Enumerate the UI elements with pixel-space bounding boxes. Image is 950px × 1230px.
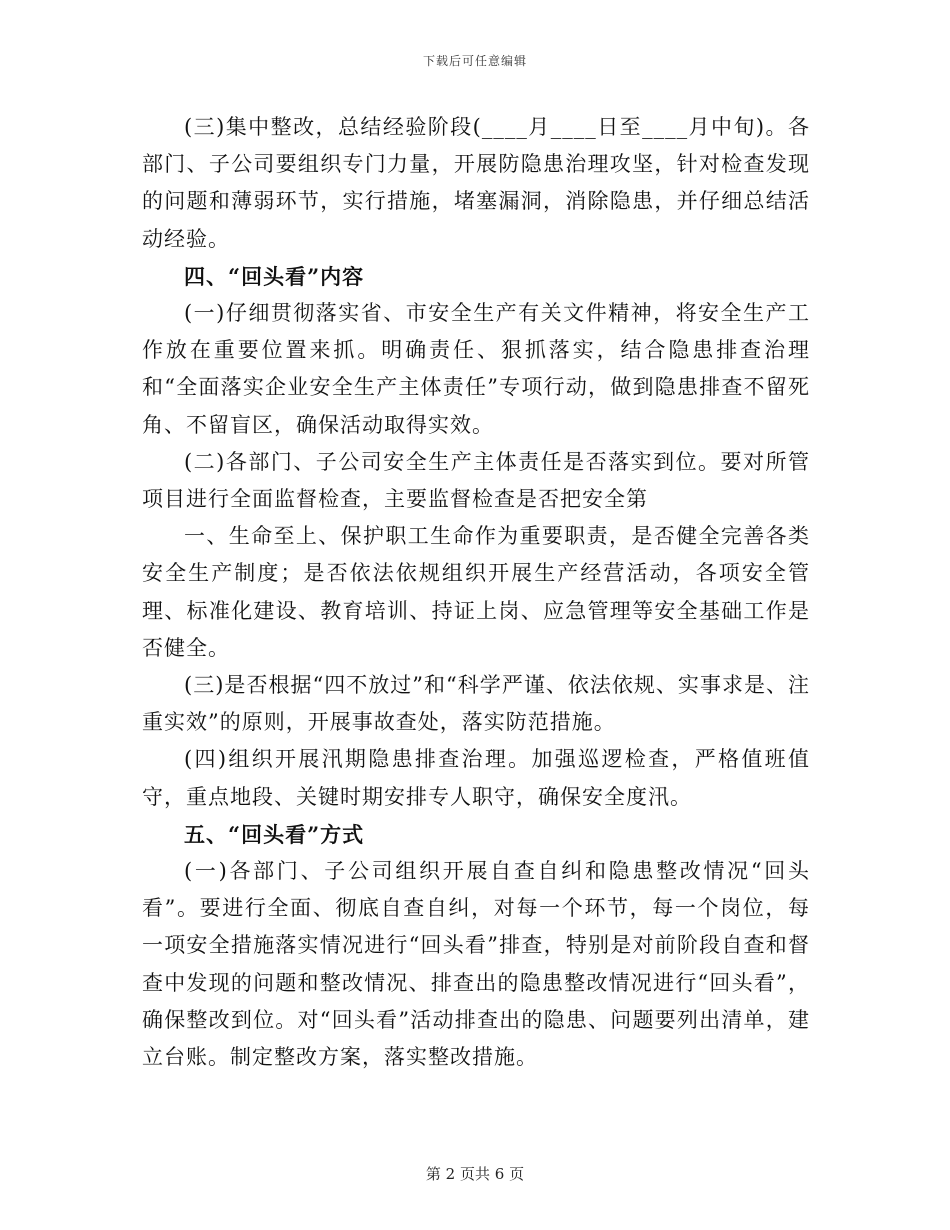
paragraph-content-two: (二)各部门、子公司安全生产主体责任是否落实到位。要对所管项目进行全面监督检查，主要监督检查是否把安全第 <box>142 449 810 512</box>
page-number: 第 2 页共 6 页 <box>425 1165 525 1183</box>
paragraph-content-four: (四)组织开展汛期隐患排查治理。加强巡逻检查，严格值班值守，重点地段、关键时期安排专人职守，确保安全度汛。 <box>142 747 810 809</box>
section-heading-five: 五、“回头看”方式 <box>184 821 365 847</box>
paragraph-phase-three: (三)集中整改，总结经验阶段(____月____日至____月中旬)。各部门、子公司要组织专门力量，开展防隐患治理攻坚，针对检查发现的问题和薄弱环节，实行措施，堵塞漏洞，消除隐患，并仔细总结活动经验。 <box>142 115 810 251</box>
page-header: 下载后可任意编辑 <box>422 54 527 68</box>
paragraph-method-one: (一)各部门、子公司组织开展自查自纠和隐患整改情况“回头看”。要进行全面、彻底自查自纠，对每一个环节，每一个岗位，每一项安全措施落实情况进行“回头看”排查，特别是对前阶段自查和督查中发现的问题和整改情况、排查出的隐患整改情况进行“回头看”，确保整改到位。对“回头看”活动排查出的隐患、问题要列出清单，建立台账。制定整改方案，落实整改措施。 <box>142 859 810 1070</box>
paragraph-content-one: (一)仔细贯彻落实省、市安全生产有关文件精神，将安全生产工作放在重要位置来抓。明确责任、狠抓落实，结合隐患排查治理和“全面落实企业安全生产主体责任”专项行动，做到隐患排查不留死角、不留盲区，确保活动取得实效。 <box>142 301 810 437</box>
document-body <box>142 109 810 1076</box>
paragraph-content-three: (三)是否根据“四不放过”和“科学严谨、依法依规、实事求是、注重实效”的原则，开展事故查处，落实防范措施。 <box>142 673 810 735</box>
section-heading-four: 四、“回头看”内容 <box>184 263 365 289</box>
paragraph-content-two-continued: 一、生命至上、保护职工生命作为重要职责，是否健全完善各类安全生产制度；是否依法依规组织开展生产经营活动，各项安全管理、标准化建设、教育培训、持证上岗、应急管理等安全基础工作是否健全。 <box>142 524 810 660</box>
